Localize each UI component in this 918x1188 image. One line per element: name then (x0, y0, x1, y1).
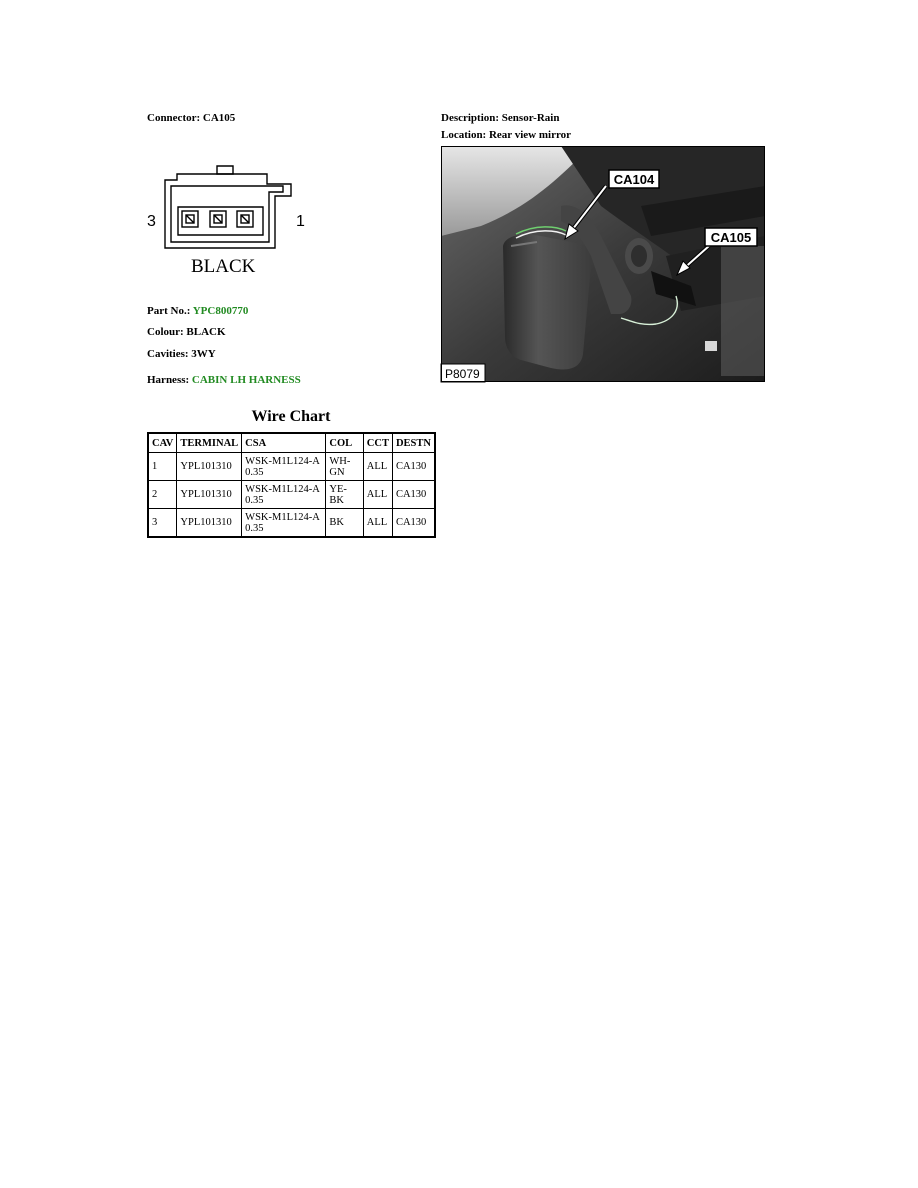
photo-callout-ca105: CA105 (710, 230, 752, 245)
colour-field (147, 326, 226, 338)
harness-link[interactable]: CABIN LH HARNESS (191, 374, 301, 386)
cell-cct: ALL (363, 453, 392, 481)
part-number-link[interactable]: YPC800770 (192, 305, 249, 317)
connector-value: CA105 (202, 112, 236, 124)
wire-chart-header-row (148, 433, 435, 453)
cell-csa: WSK-M1L124-A 0.35 (242, 453, 326, 481)
cell-terminal: YPL101310 (177, 453, 242, 481)
colour-label: Colour: (147, 326, 184, 338)
header-destn: DESTN (392, 433, 435, 453)
cell-cct: ALL (363, 481, 392, 509)
cell-col: WH-GN (326, 453, 363, 481)
harness-label: Harness: (147, 374, 190, 386)
header-col: COL (326, 433, 363, 453)
table-row (148, 481, 435, 509)
cell-cav: 1 (148, 453, 177, 481)
header-csa: CSA (242, 433, 326, 453)
location-label: Location: (441, 129, 487, 141)
connector-face-diagram (143, 160, 303, 278)
pin-label-right: 1 (296, 213, 305, 230)
connector-field (147, 112, 235, 124)
harness-field (147, 374, 301, 386)
cell-cav: 2 (148, 481, 177, 509)
cell-col: BK (326, 509, 363, 538)
header-terminal: TERMINAL (177, 433, 242, 453)
cavities-value: 3WY (191, 348, 216, 360)
pin-label-left: 3 (147, 213, 156, 230)
cell-terminal: YPL101310 (177, 481, 242, 509)
table-row (148, 453, 435, 481)
cell-csa: WSK-M1L124-A 0.35 (242, 509, 326, 538)
cell-destn: CA130 (392, 453, 435, 481)
wire-chart-title: Wire Chart (251, 408, 331, 425)
part-number-field (147, 305, 248, 317)
cell-cct: ALL (363, 509, 392, 538)
table-row (148, 509, 435, 538)
cell-csa: WSK-M1L124-A 0.35 (242, 481, 326, 509)
location-value: Rear view mirror (488, 129, 572, 141)
cell-terminal: YPL101310 (177, 509, 242, 538)
location-field (441, 129, 571, 141)
description-field (441, 112, 559, 124)
part-number-label: Part No.: (147, 305, 191, 317)
cell-col: YE-BK (326, 481, 363, 509)
cell-cav: 3 (148, 509, 177, 538)
cell-destn: CA130 (392, 509, 435, 538)
header-cct: CCT (363, 433, 392, 453)
cavities-label: Cavities: (147, 348, 189, 360)
cavities-field (147, 348, 216, 360)
colour-value: BLACK (186, 326, 226, 338)
connector-label: Connector: (147, 112, 201, 124)
photo-reference-code: P8079 (445, 367, 480, 381)
location-photo (441, 146, 765, 382)
header-cav: CAV (148, 433, 177, 453)
cell-destn: CA130 (392, 481, 435, 509)
connector-colour-caption: BLACK (191, 256, 256, 277)
description-value: Sensor-Rain (501, 112, 560, 124)
photo-callout-ca104: CA104 (613, 172, 655, 187)
wire-chart-table (147, 432, 436, 538)
description-label: Description: (441, 112, 500, 124)
